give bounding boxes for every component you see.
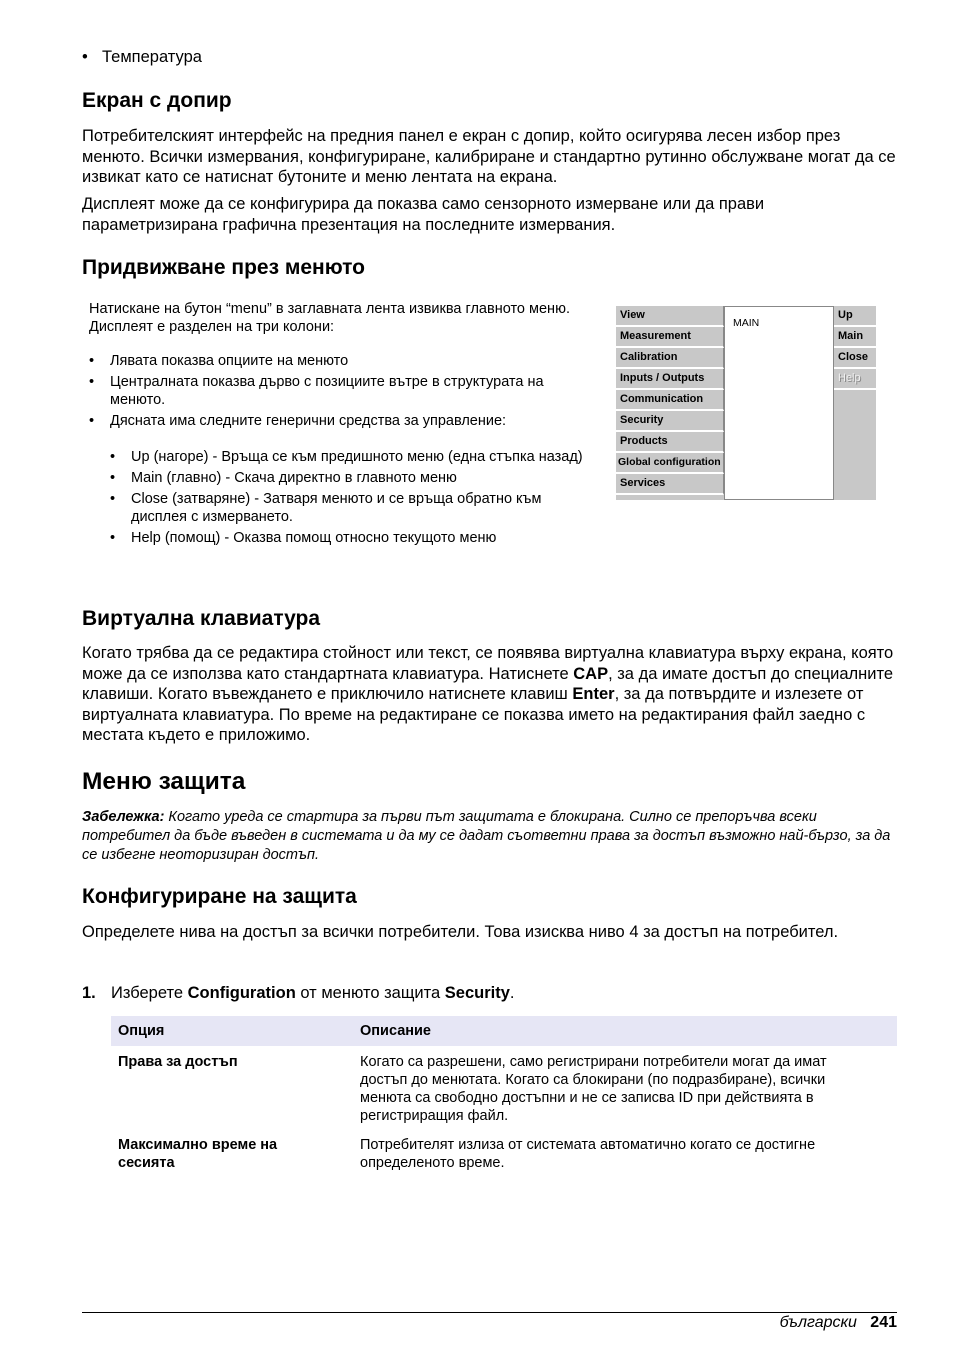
up-button[interactable]: Up bbox=[834, 306, 876, 327]
para-touch-2: Дисплеят може да се конфигурира да показва само сензорното измерване или да прави параметризирана графична презентация на последните измервания. bbox=[82, 195, 765, 234]
menu-item-measurement[interactable]: Measurement bbox=[616, 327, 724, 348]
table-row bbox=[111, 1046, 897, 1129]
list-item: • Централната показва дърво с позициите вътре в структурата на менюто. bbox=[89, 373, 599, 409]
page-number: 241 bbox=[870, 1314, 897, 1331]
footer-language: български bbox=[779, 1314, 857, 1331]
menu-item-global-configuration[interactable]: Global configuration bbox=[616, 453, 724, 474]
menu-item-products[interactable]: Products bbox=[616, 432, 724, 453]
options-table bbox=[111, 1016, 897, 1176]
list-item: • Close (затваряне) - Затваря менюто и се връща обратно към дисплея с измерването. bbox=[110, 490, 600, 526]
table-header-row bbox=[111, 1016, 897, 1046]
menu-columns-list bbox=[89, 352, 599, 433]
heading-configure-security: Конфигуриране на защита bbox=[82, 885, 357, 908]
list-item: • Дясната има следните генерични средства за управление: bbox=[89, 412, 599, 430]
menu-item-services[interactable]: Services bbox=[616, 474, 724, 495]
main-menu-screenshot bbox=[616, 306, 876, 500]
column-header-description: Описание bbox=[353, 1016, 897, 1046]
footer-divider bbox=[82, 1312, 897, 1313]
list-item: • Лявата показва опциите на менюто bbox=[89, 352, 599, 370]
heading-virtual-keyboard: Виртуална клавиатура bbox=[82, 607, 321, 630]
table-cell-option: Максимално време на сесията bbox=[118, 1137, 278, 1171]
menu-controls-column bbox=[834, 306, 876, 390]
menu-item-inputs-outputs[interactable]: Inputs / Outputs bbox=[616, 369, 724, 390]
table-cell-option: Права за достъп bbox=[118, 1054, 238, 1070]
main-button[interactable]: Main bbox=[834, 327, 876, 348]
step-1: 1. Изберете Configuration от менюто защита Security. bbox=[82, 984, 515, 1002]
para-touch-1: Потребителският интерфейс на предния панел е екран с допир, който осигурява лесен избор през менюто. Всички измервания, конфигуриране, калибриране и стандартно рутинно обслужване могат да се извикат като се натиснат бутоните и меню лентата на екрана. bbox=[82, 127, 896, 186]
para-virtual-keyboard: Когато трябва да се редактира стойност или текст, се появява виртуална клавиатура върху екрана, която може да се използва като стандартната клавиатура. Натиснете CAP, за да имате достъп до специалните клавиши. Когато въвеждането е приключило натиснете клавиш Enter, за да потвърдите и излезете от виртуалната клавиатура. По време на редактиране се показва името на редактирания файл заедно с местата където е приложимо. bbox=[82, 644, 894, 744]
table-cell-desc: Потребителят излиза от системата автоматично когато се достигне определеното време. bbox=[360, 1137, 816, 1171]
menu-options-column bbox=[616, 306, 724, 495]
menu-item-communication[interactable]: Communication bbox=[616, 390, 724, 411]
page-footer bbox=[780, 1313, 897, 1333]
menu-item-view[interactable]: View bbox=[616, 306, 724, 327]
close-button[interactable]: Close bbox=[834, 348, 876, 369]
menu-item-calibration[interactable]: Calibration bbox=[616, 348, 724, 369]
column-header-option: Опция bbox=[111, 1016, 353, 1046]
heading-touch-screen: Екран с допир bbox=[82, 89, 232, 112]
para-configure-security: Определете нива на достъп за всички потребители. Това изисква ниво 4 за достъп на потребител. bbox=[82, 923, 839, 941]
para-menu-intro: Натискане на бутон “menu” в заглавната лента извиква главното меню. Дисплеят е разделен на три колони: bbox=[89, 301, 570, 335]
bullet-temperature: • Температура bbox=[82, 47, 954, 68]
menu-tree-column bbox=[724, 306, 834, 500]
menu-item-security[interactable]: Security bbox=[616, 411, 724, 432]
list-item: • Main (главно) - Скача директно в главното меню bbox=[110, 469, 600, 487]
table-row bbox=[111, 1129, 897, 1176]
heading-menu-nav: Придвижване през менюто bbox=[82, 256, 365, 279]
help-button[interactable]: Help bbox=[834, 369, 876, 390]
table-cell-desc: Когато са разрешени, само регистрирани потребители могат да имат достъп до менютата. Когато са блокирани (по подразбиране), всички менюта са свободно достъпни и не се записва ID при действията в регистриращия файл. bbox=[360, 1054, 827, 1124]
list-item: • Help (помощ) - Оказва помощ относно текущото меню bbox=[110, 529, 600, 547]
list-item: • Up (нагоре) - Връща се към предишното меню (една стъпка назад) bbox=[110, 448, 600, 466]
controls-list bbox=[110, 448, 600, 550]
note-security: Забележка: Когато уреда се стартира за първи път защитата е блокирана. Силно се препоръчва всеки потребител да бъде въведен в системата и да му се дадат съответни права за достъп възможно най-бързо, за да се избегне неоторизиран достъп. bbox=[82, 809, 891, 863]
menu-tree-root: MAIN bbox=[733, 317, 760, 329]
heading-security-menu: Меню защита bbox=[82, 768, 246, 795]
